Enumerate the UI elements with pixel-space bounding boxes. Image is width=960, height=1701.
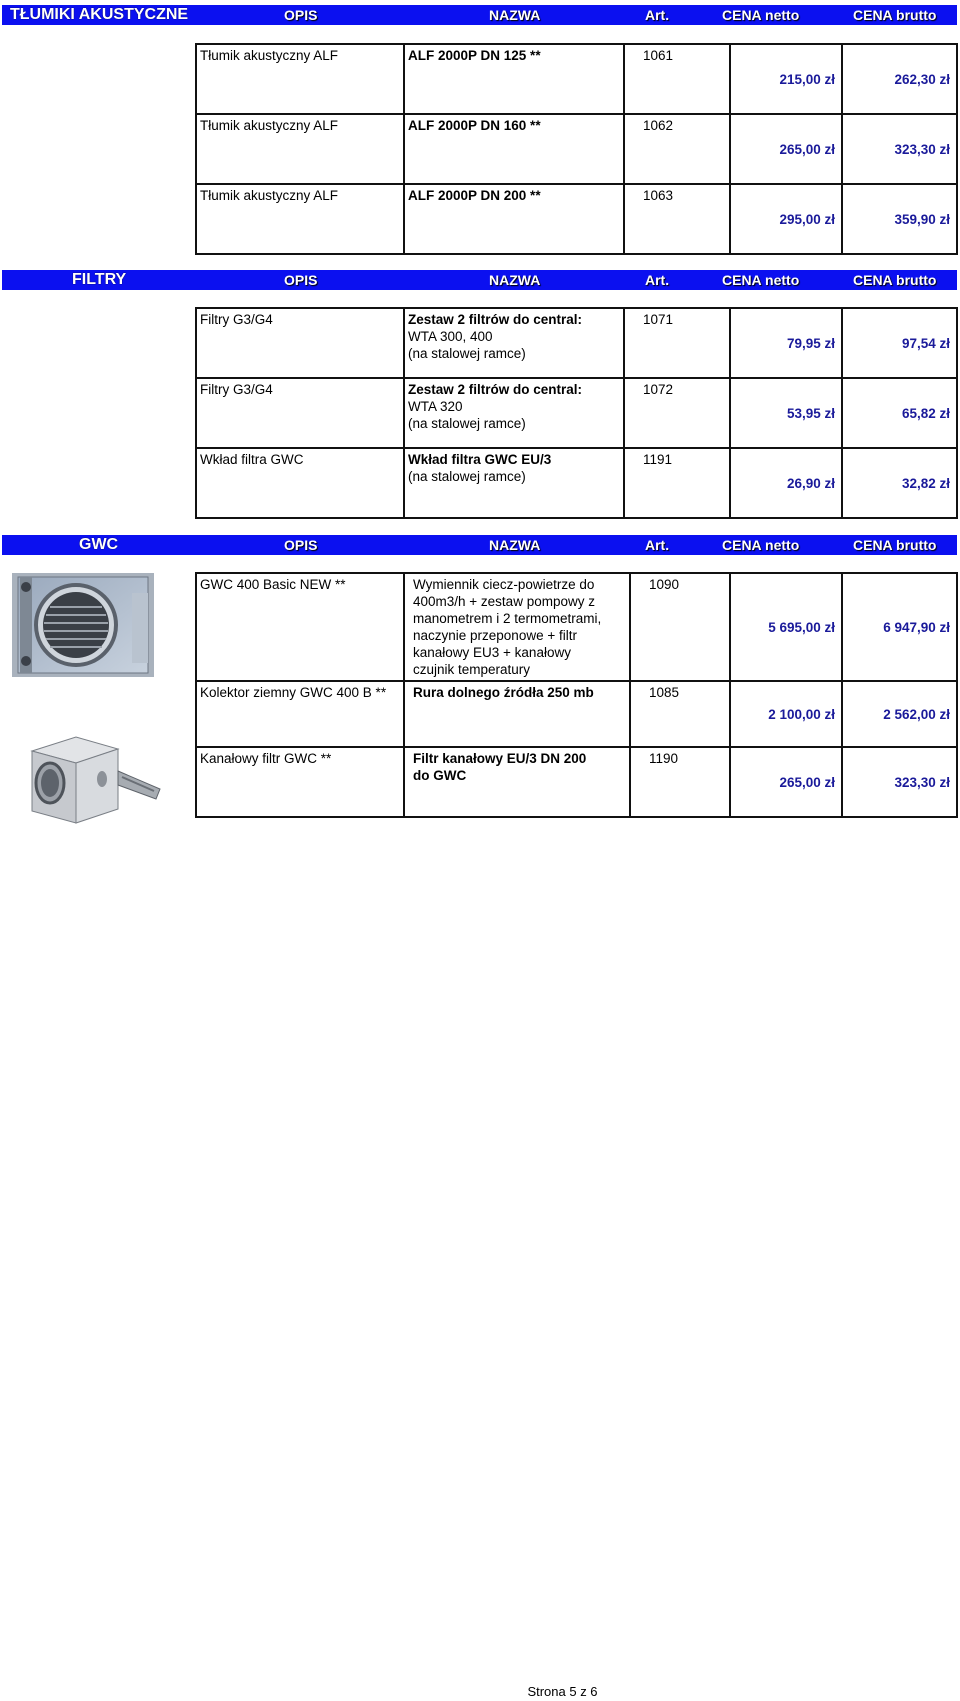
nazwa-line: WTA 320 — [408, 399, 463, 414]
col-header-nazwa: NAZWA — [489, 7, 541, 23]
nazwa-line: ALF 2000P DN 125 ** — [408, 48, 541, 63]
cell-cena-brutto: 6 947,90 zł — [842, 573, 957, 681]
table-row — [196, 681, 957, 747]
cell-opis: Wkład filtra GWC — [196, 448, 404, 518]
section-header-gwc — [2, 535, 957, 555]
nazwa-line: do GWC — [413, 768, 467, 783]
col-header-opis: OPIS — [284, 537, 318, 553]
cell-opis: Tłumik akustyczny ALF — [196, 184, 404, 254]
cell-opis: Tłumik akustyczny ALF — [196, 114, 404, 184]
duct-filter-photo — [14, 733, 164, 827]
cell-cena-netto: 2 100,00 zł — [730, 681, 842, 747]
table-row — [196, 448, 957, 518]
table-tlumiki — [195, 43, 958, 255]
gwc-exchanger-photo — [12, 573, 154, 677]
cell-opis: GWC 400 Basic NEW ** — [196, 573, 404, 681]
cell-cena-netto: 79,95 zł — [730, 308, 842, 378]
cell-art: 1191 — [624, 448, 730, 518]
nazwa-line: kanałowy EU3 + kanałowy — [413, 645, 571, 660]
cell-cena-netto: 53,95 zł — [730, 378, 842, 448]
section-title: GWC — [79, 536, 119, 553]
col-header-art: Art. — [645, 7, 670, 23]
col-header-cena-netto: CENA netto — [722, 272, 800, 288]
cell-cena-netto: 26,90 zł — [730, 448, 842, 518]
cell-nazwa — [404, 573, 630, 681]
col-header-art: Art. — [645, 537, 670, 553]
cell-art: 1085 — [630, 681, 730, 747]
table-row — [196, 44, 957, 114]
cell-nazwa — [404, 44, 624, 114]
cell-art: 1061 — [624, 44, 730, 114]
table-row — [196, 573, 957, 681]
cell-nazwa — [404, 114, 624, 184]
nazwa-line: Filtr kanałowy EU/3 DN 200 — [413, 751, 587, 766]
cell-cena-brutto: 32,82 zł — [842, 448, 957, 518]
nazwa-line: (na stalowej ramce) — [408, 346, 526, 361]
table-row — [196, 308, 957, 378]
cell-art: 1071 — [624, 308, 730, 378]
section-header-tlumiki — [2, 5, 957, 25]
nazwa-line: (na stalowej ramce) — [408, 469, 526, 484]
col-header-art: Art. — [645, 272, 670, 288]
table-row — [196, 114, 957, 184]
cell-opis: Filtry G3/G4 — [196, 378, 404, 448]
cell-art: 1090 — [630, 573, 730, 681]
table-gwc — [195, 572, 958, 818]
cell-cena-netto: 215,00 zł — [730, 44, 842, 114]
cell-nazwa — [404, 378, 624, 448]
cell-cena-brutto: 2 562,00 zł — [842, 681, 957, 747]
nazwa-line: Rura dolnego źródła 250 mb — [413, 685, 594, 700]
cell-cena-brutto: 65,82 zł — [842, 378, 957, 448]
table-row — [196, 378, 957, 448]
section-title: FILTRY — [72, 271, 127, 288]
nazwa-line: (na stalowej ramce) — [408, 416, 526, 431]
nazwa-line: naczynie przeponowe + filtr — [413, 628, 577, 643]
cell-cena-brutto: 97,54 zł — [842, 308, 957, 378]
cell-cena-netto: 265,00 zł — [730, 114, 842, 184]
col-header-cena-brutto: CENA brutto — [853, 7, 937, 23]
cell-opis: Kolektor ziemny GWC 400 B ** — [196, 681, 404, 747]
col-header-cena-brutto: CENA brutto — [853, 537, 937, 553]
cell-nazwa — [404, 308, 624, 378]
cell-art: 1062 — [624, 114, 730, 184]
cell-nazwa — [404, 747, 630, 817]
nazwa-line: Wkład filtra GWC EU/3 — [408, 452, 552, 467]
cell-cena-brutto: 262,30 zł — [842, 44, 957, 114]
col-header-cena-brutto: CENA brutto — [853, 272, 937, 288]
cell-cena-brutto: 323,30 zł — [842, 747, 957, 817]
col-header-nazwa: NAZWA — [489, 272, 541, 288]
cell-art: 1063 — [624, 184, 730, 254]
cell-nazwa — [404, 448, 624, 518]
nazwa-line: 400m3/h + zestaw pompowy z — [413, 594, 595, 609]
nazwa-line: Zestaw 2 filtrów do central: — [408, 382, 583, 397]
nazwa-line: ALF 2000P DN 200 ** — [408, 188, 541, 203]
cell-cena-netto: 265,00 zł — [730, 747, 842, 817]
col-header-cena-netto: CENA netto — [722, 537, 800, 553]
cell-cena-netto: 295,00 zł — [730, 184, 842, 254]
nazwa-line: Zestaw 2 filtrów do central: — [408, 312, 583, 327]
col-header-cena-netto: CENA netto — [722, 7, 800, 23]
cell-art: 1072 — [624, 378, 730, 448]
cell-cena-brutto: 359,90 zł — [842, 184, 957, 254]
col-header-nazwa: NAZWA — [489, 537, 541, 553]
cell-nazwa — [404, 681, 630, 747]
col-header-opis: OPIS — [284, 272, 318, 288]
col-header-opis: OPIS — [284, 7, 318, 23]
nazwa-line: WTA 300, 400 — [408, 329, 493, 344]
cell-art: 1190 — [630, 747, 730, 817]
cell-opis: Filtry G3/G4 — [196, 308, 404, 378]
page-footer: Strona 5 z 6 — [527, 1684, 598, 1699]
nazwa-line: Wymiennik ciecz-powietrze do — [413, 577, 595, 592]
cell-nazwa — [404, 184, 624, 254]
nazwa-line: manometrem i 2 termometrami, — [413, 611, 602, 626]
section-header-filtry — [2, 270, 957, 290]
table-filtry — [195, 307, 958, 519]
table-row — [196, 747, 957, 817]
section-title: TŁUMIKI AKUSTYCZNE — [10, 6, 189, 23]
cell-opis: Tłumik akustyczny ALF — [196, 44, 404, 114]
cell-opis: Kanałowy filtr GWC ** — [196, 747, 404, 817]
cell-cena-brutto: 323,30 zł — [842, 114, 957, 184]
nazwa-line: czujnik temperatury — [413, 662, 531, 677]
cell-cena-netto: 5 695,00 zł — [730, 573, 842, 681]
nazwa-line: ALF 2000P DN 160 ** — [408, 118, 541, 133]
table-row — [196, 184, 957, 254]
